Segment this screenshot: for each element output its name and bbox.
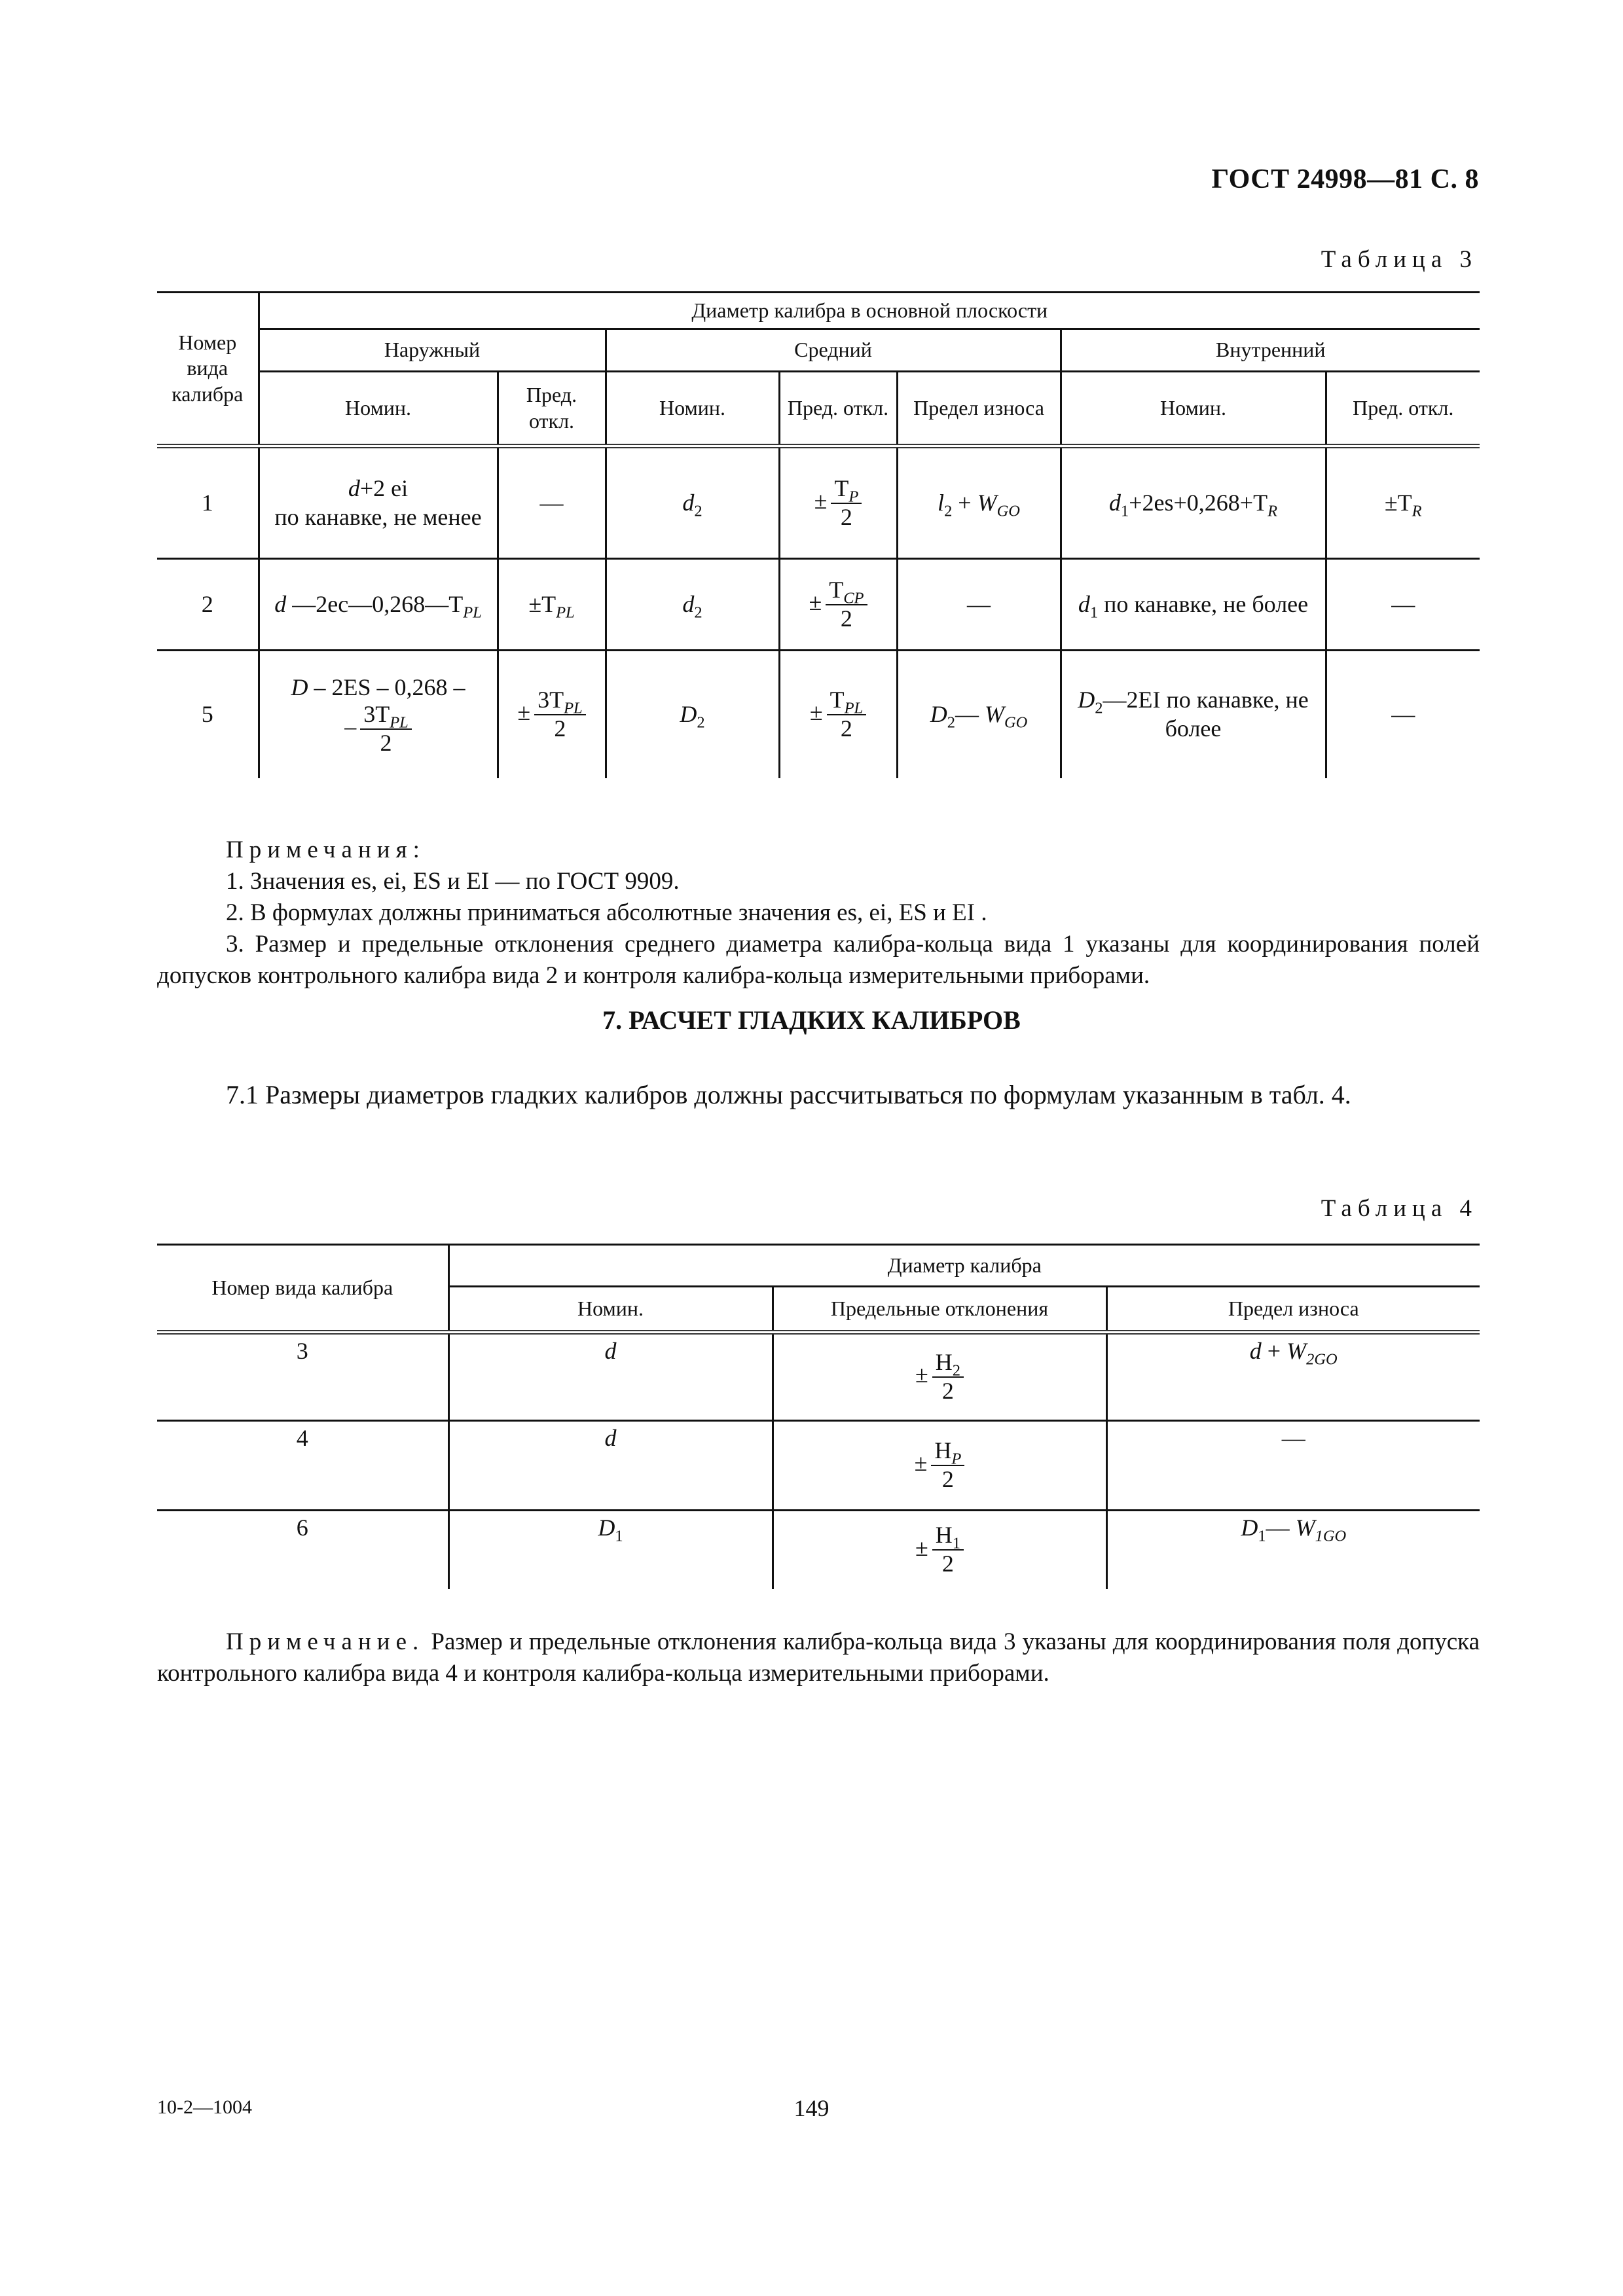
table3-header-middle-dev: Пред. откл. (779, 372, 897, 446)
table4-cell-nom: d (448, 1333, 773, 1421)
table4-cell-nom: d (448, 1421, 773, 1511)
table3-notes (157, 834, 1480, 992)
table4-header-number: Номер вида калибра (157, 1245, 448, 1333)
table3-cell-inner-nom: $d_1+2es+0,268+T_R$ (1061, 446, 1326, 559)
note-label: Примечание. (226, 1628, 425, 1655)
table3-cell-inner-nom: $d_1$ по канавке, не более (1061, 559, 1326, 651)
note-item: 3. Размер и предельные отклонения среднего диаметра калибра-кольца вида 1 указаны для координирования полей допусков контрольного калибра вида 2 и контроля калибра-кольца измерительными приборами. (157, 931, 1480, 989)
table3-row (157, 559, 1480, 651)
table3-row (157, 651, 1480, 778)
table3-row (157, 446, 1480, 559)
table3-header-outer: Наружный (259, 329, 606, 372)
table3-header-wear: Предел износа (897, 372, 1061, 446)
table4-row-number: 4 (157, 1421, 448, 1511)
note-text: Размер и предельные отклонения калибра-кольца вида 3 указаны для координирования поля допуска контрольного калибра вида 4 и контроля калибра-кольца измерительными приборами. (157, 1628, 1480, 1687)
table3-cell-wear: $l_2 + W_{GO}$ (897, 446, 1061, 559)
table4-row (157, 1421, 1480, 1511)
table3-cell-middle-dev: ± $\frac{T_{PL}}{2}$ (779, 651, 897, 778)
table4-row (157, 1333, 1480, 1421)
table4-cell-wear: $D_1—$ $W_{1GO}$ (1106, 1511, 1480, 1589)
table3-cell-middle-nom: $d_2$ (606, 446, 779, 559)
table3-cell-outer-dev: — (498, 446, 606, 559)
table3-header-outer-dev: Пред. откл. (498, 372, 606, 446)
table4-header-group: Диаметр калибра (448, 1245, 1480, 1287)
note-item: 1. Значения es, ei, ES и EI — по ГОСТ 9909. (226, 868, 680, 895)
notes-title: Примечания: (226, 836, 426, 863)
table3-cell-middle-dev: ± $\frac{T_P}{2}$ (779, 446, 897, 559)
table3-cell-middle-dev: ± $\frac{T_{CP}}{2}$ (779, 559, 897, 651)
table3-cell-outer-nom: d $—2ec—0,268—T_{PL}$ (259, 559, 498, 651)
table4-caption: Таблица 4 (1321, 1195, 1478, 1222)
page-number: 149 (793, 2095, 830, 2121)
table3-header-inner-nom: Номин. (1061, 372, 1326, 446)
table4-row-number: 6 (296, 1515, 308, 1541)
note-item: 2. В формулах должны приниматься абсолютные значения es, ei, ES и EI . (226, 899, 987, 926)
table4-row (157, 1511, 1480, 1589)
table3 (157, 291, 1480, 778)
section-title: 7. РАСЧЕТ ГЛАДКИХ КАЛИБРОВ (602, 1005, 1021, 1035)
table3-header-group: Диаметр калибра в основной плоскости (259, 293, 1480, 329)
table4-header-nom: Номин. (448, 1287, 773, 1333)
document-header: ГОСТ 24998—81 С. 8 (1211, 164, 1479, 194)
table3-cell-outer-nom: d+2 ei по канавке, не менее (259, 446, 498, 559)
table4-row-number: 3 (157, 1333, 448, 1421)
table3-cell-middle-nom: $D_2$ (606, 651, 779, 778)
table3-cell-middle-nom: $d_2$ (606, 559, 779, 651)
table3-cell-inner-dev: — (1326, 559, 1480, 651)
table3-cell-wear: — (897, 559, 1061, 651)
table3-row-number: 1 (157, 446, 259, 559)
table3-cell-outer-dev: ± $\frac{3T_{PL}}{2}$ (498, 651, 606, 778)
print-code: 10-2—1004 (157, 2096, 252, 2118)
table4-cell-wear: — (1106, 1421, 1480, 1511)
table4-cell-dev: ± $\frac{H_2}{2}$ (773, 1333, 1106, 1421)
table4-header-dev: Предельные отклонения (773, 1287, 1106, 1333)
table3-header-middle-nom: Номин. (606, 372, 779, 446)
table3-cell-inner-dev: $\pm T_R$ (1326, 446, 1480, 559)
table3-cell-inner-dev: — (1326, 651, 1480, 778)
table4-header-wear: Предел износа (1106, 1287, 1480, 1333)
table3-cell-outer-nom: D – 2ES – 0,268 – – $\frac{3T_{PL}}{2}$ (259, 651, 498, 778)
table4-cell-wear: $d + W_{2GO}$ (1106, 1333, 1480, 1421)
table4-cell-nom: $D_1$ (448, 1511, 773, 1589)
table3-header-outer-nom: Номин. (259, 372, 498, 446)
table3-row-number: 5 (201, 700, 213, 727)
table3-cell-inner-nom: $D_2—2EI$ по канавке, не более (1061, 651, 1326, 778)
table3-header-inner: Внутренний (1061, 329, 1480, 372)
table4-cell-dev: ± $\frac{H_1}{2}$ (773, 1511, 1106, 1589)
table3-header-inner-dev: Пред. откл. (1326, 372, 1480, 446)
table3-cell-wear: $D_2—$ $W_{GO}$ (897, 651, 1061, 778)
table4-cell-dev: ± $\frac{H_P}{2}$ (773, 1421, 1106, 1511)
table4 (157, 1244, 1480, 1589)
table4-note (157, 1626, 1480, 1689)
table3-header-number: Номер вида калибра (157, 293, 259, 446)
table3-caption: Таблица 3 (1321, 246, 1478, 273)
section-paragraph: 7.1 Размеры диаметров гладких калибров должны рассчитываться по формулам указанным в табл. 4. (226, 1080, 1351, 1109)
table3-header-middle: Средний (606, 329, 1061, 372)
table3-row-number: 2 (157, 559, 259, 651)
table3-cell-outer-dev: $\pm T_{PL}$ (498, 559, 606, 651)
